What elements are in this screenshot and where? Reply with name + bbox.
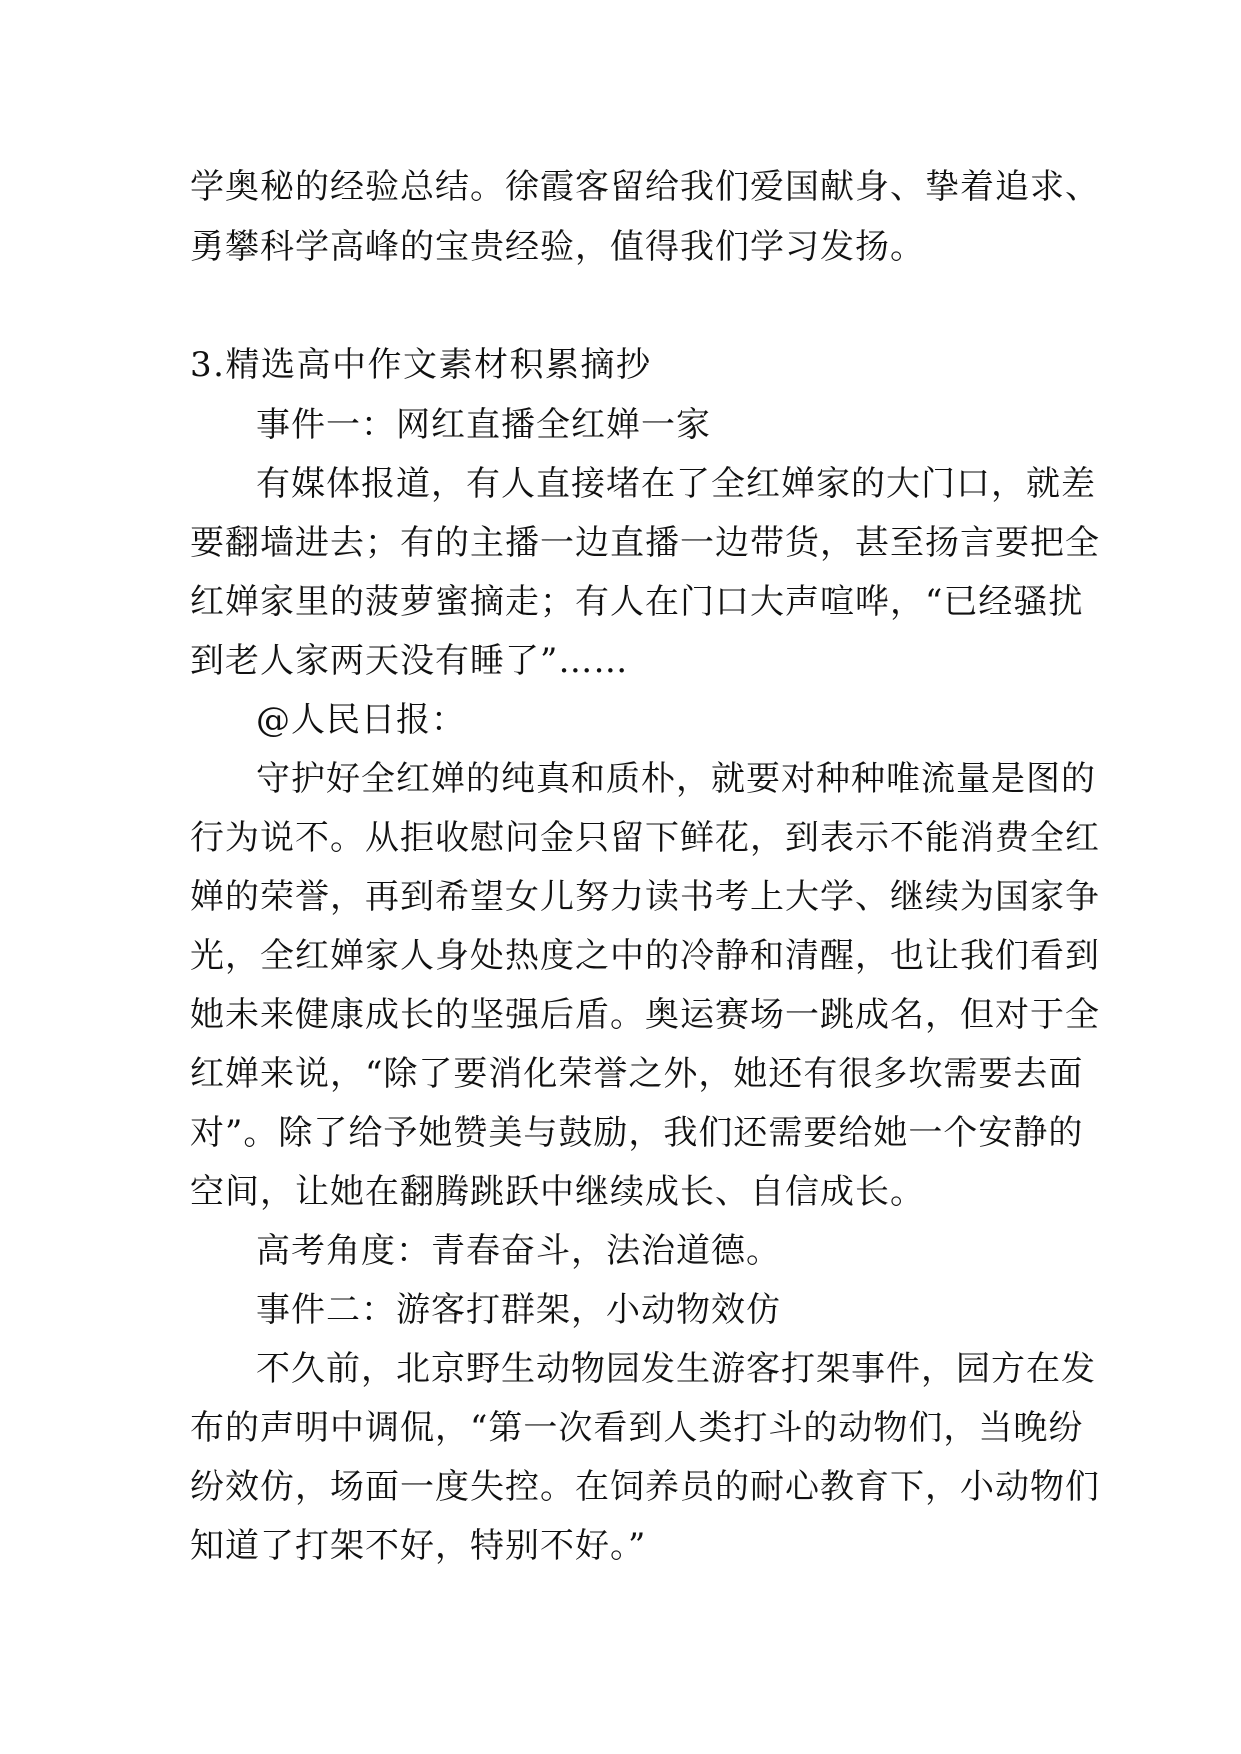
paragraph-first-line: 不久前，北京野生动物园发生游客打架事件，园方在发 xyxy=(256,1349,1096,1389)
body-text-line: 学奥秘的经验总结。徐霞客留给我们爱国献身、挚着追求、 xyxy=(190,167,1100,207)
body-text-line: 婵的荣誉，再到希望女儿努力读书考上大学、继续为国家争 xyxy=(190,877,1100,917)
body-text-line: 勇攀科学高峰的宝贵经验，值得我们学习发扬。 xyxy=(190,227,925,267)
body-text-line: 布的声明中调侃，“第一次看到人类打斗的动物们，当晚纷 xyxy=(190,1408,1084,1448)
paragraph-first-line: 有媒体报道，有人直接堵在了全红婵家的大门口，就差 xyxy=(256,464,1096,504)
event-title: 事件二：游客打群架，小动物效仿 xyxy=(256,1290,781,1330)
body-text-line: 红婵家里的菠萝蜜摘走；有人在门口大声喧哗，“已经骚扰 xyxy=(190,582,1084,622)
section-heading: 3.精选高中作文素材积累摘抄 xyxy=(190,345,652,385)
body-text-line: 对”。除了给予她赞美与鼓励，我们还需要给她一个安静的 xyxy=(190,1113,1084,1153)
paragraph-first-line: 守护好全红婵的纯真和质朴，就要对种种唯流量是图的 xyxy=(256,759,1096,799)
source-label: @人民日报： xyxy=(256,700,466,740)
body-text-line: 她未来健康成长的坚强后盾。奥运赛场一跳成名，但对于全 xyxy=(190,995,1100,1035)
body-text-line: 知道了打架不好，特别不好。” xyxy=(190,1526,647,1566)
body-text-line: 红婵来说，“除了要消化荣誉之外，她还有很多坎需要去面 xyxy=(190,1054,1084,1094)
event-title: 事件一：网红直播全红婵一家 xyxy=(256,405,711,445)
body-text-line: 光，全红婵家人身处热度之中的冷静和清醒，也让我们看到 xyxy=(190,936,1100,976)
body-text-line: 到老人家两天没有睡了”…… xyxy=(190,641,629,681)
exam-angle: 高考角度：青春奋斗，法治道德。 xyxy=(256,1231,781,1271)
body-text-line: 纷效仿，场面一度失控。在饲养员的耐心教育下，小动物们 xyxy=(190,1467,1100,1507)
body-text-line: 行为说不。从拒收慰问金只留下鲜花，到表示不能消费全红 xyxy=(190,818,1100,858)
body-text-line: 空间，让她在翻腾跳跃中继续成长、自信成长。 xyxy=(190,1172,925,1212)
body-text-line: 要翻墙进去；有的主播一边直播一边带货，甚至扬言要把全 xyxy=(190,523,1100,563)
